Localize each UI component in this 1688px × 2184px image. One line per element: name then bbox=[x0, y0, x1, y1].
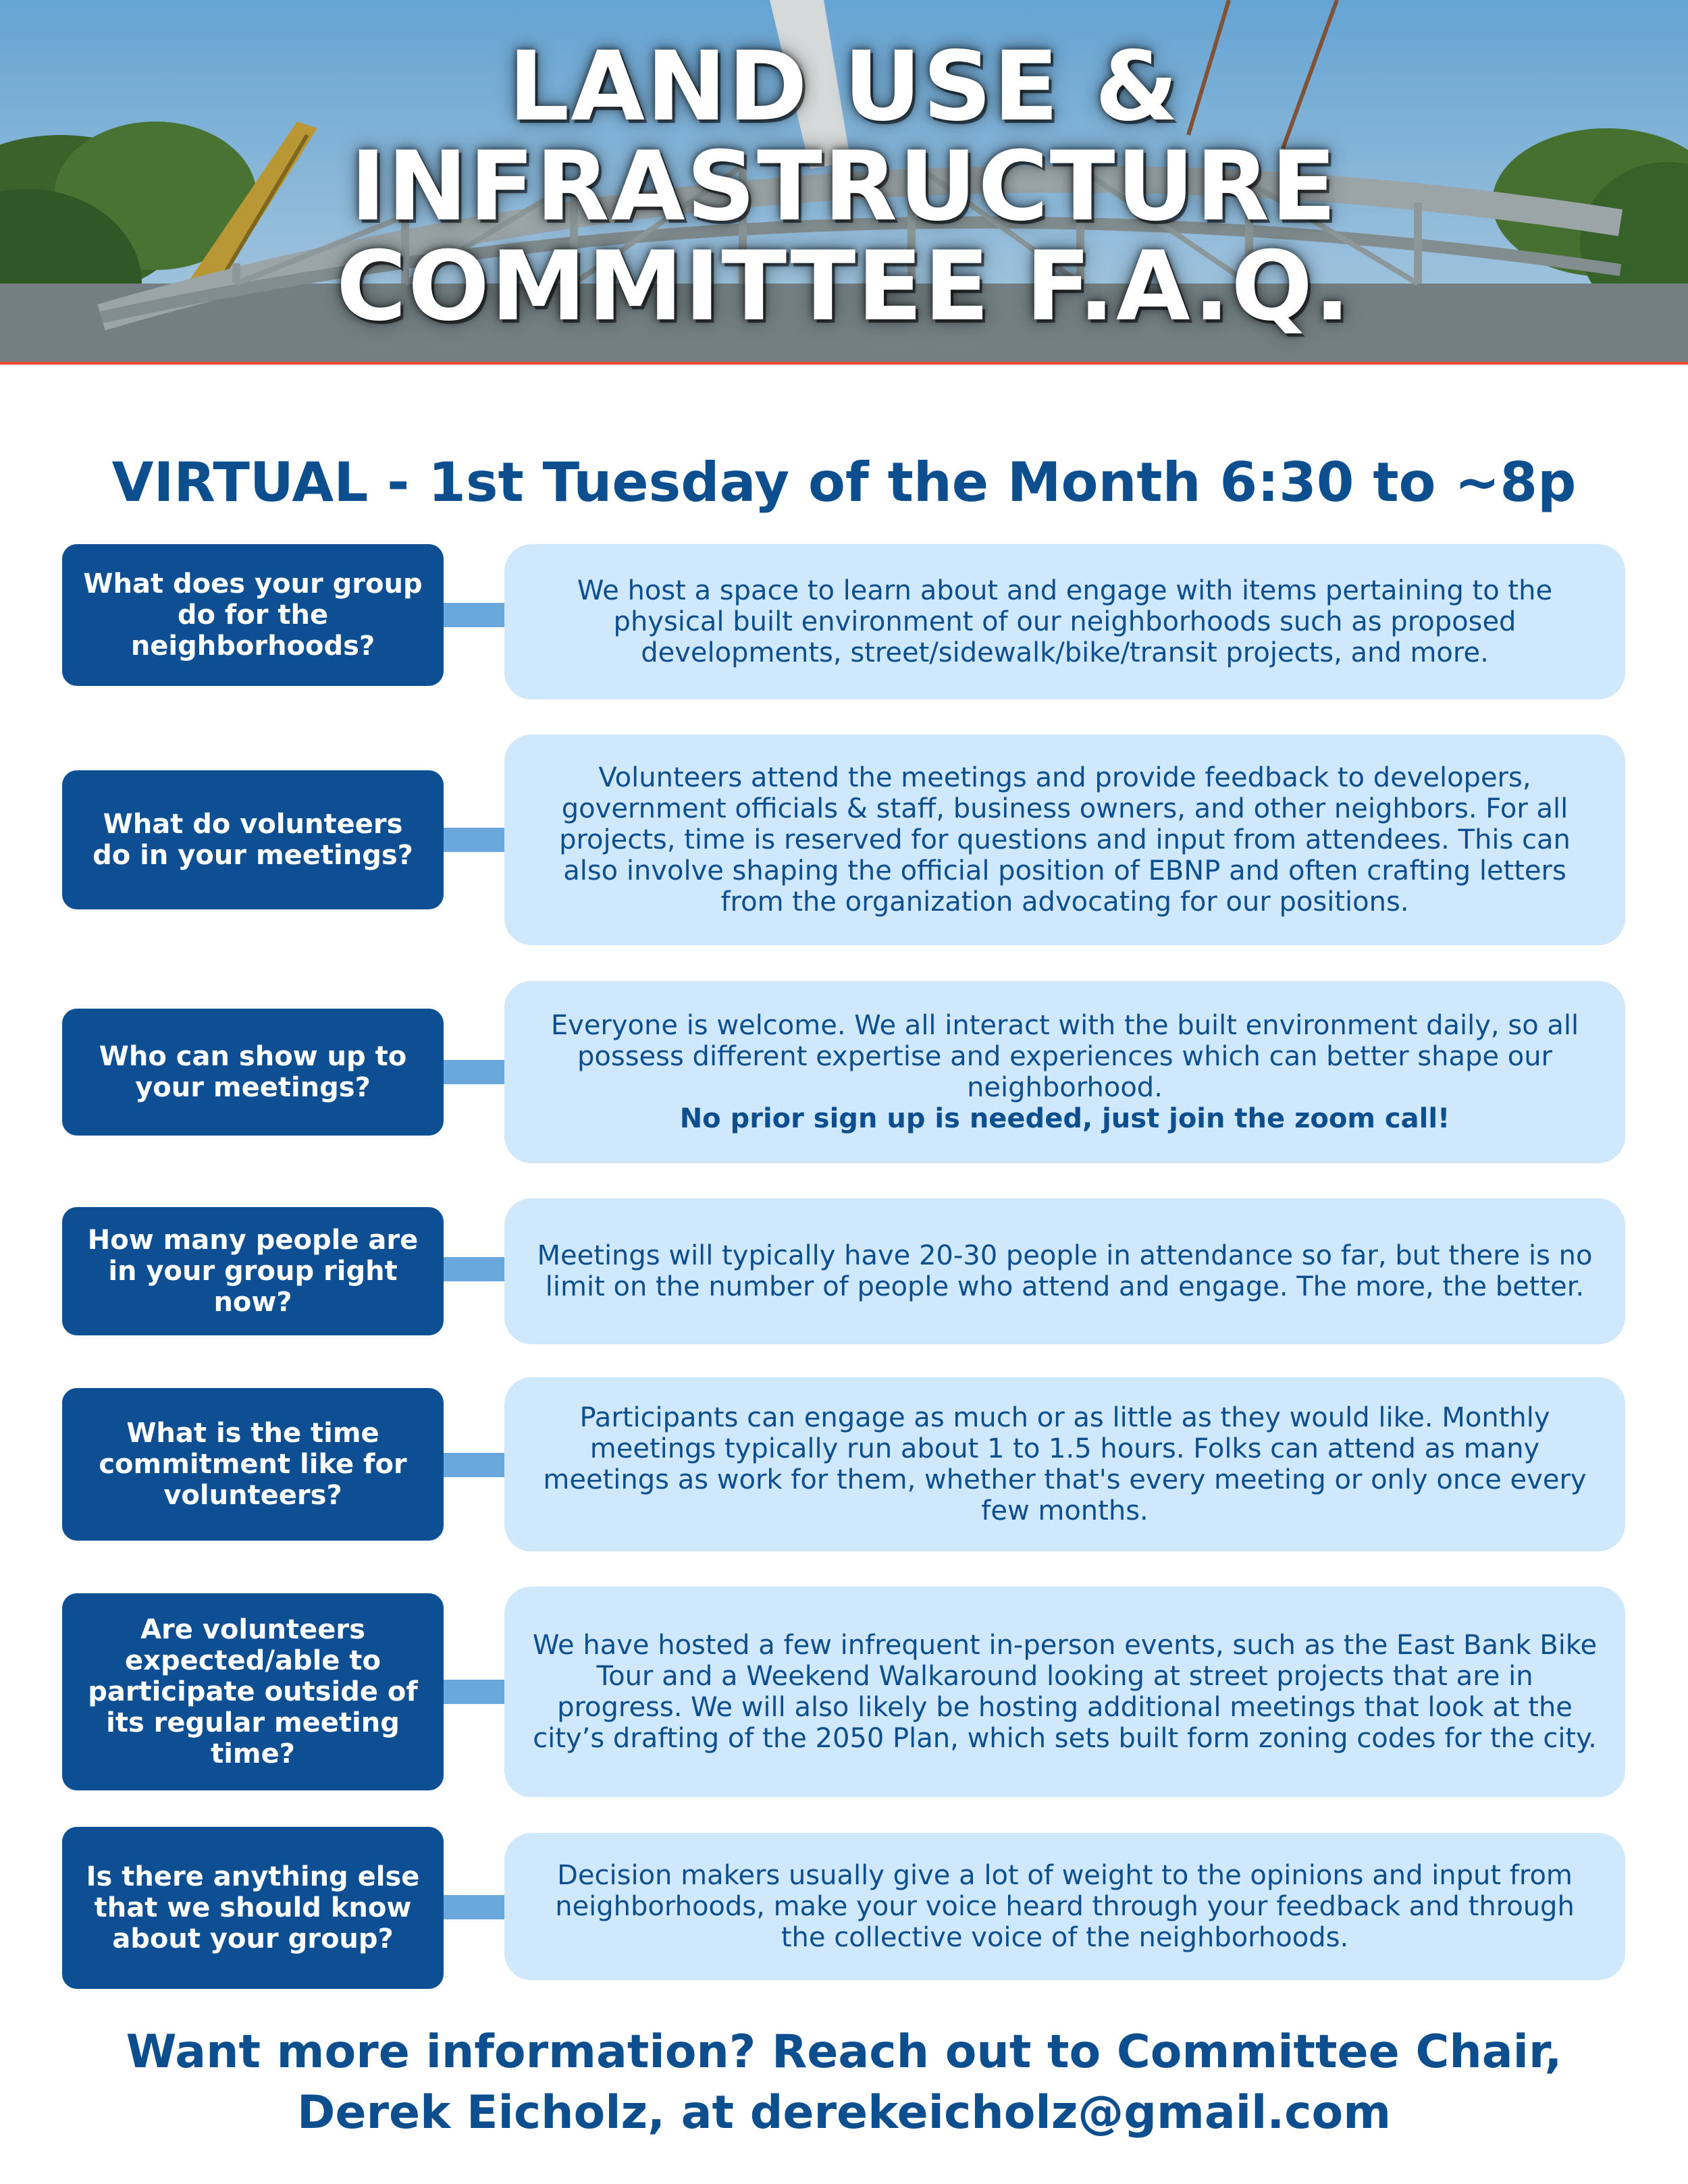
faq-answer bbox=[504, 735, 1625, 945]
answer-text: Participants can engage as much or as little as they would like. Monthly meetings typically run about 1 to 1.5 hours. Folks can attend as many meetings as work for them, whether that's every meeting or only once every few months. bbox=[543, 1402, 1587, 1526]
answer-text: Meetings will typically have 20-30 people in attendance so far, but there is no limit on the number of people who attend and engage. The more, the better. bbox=[537, 1240, 1593, 1302]
faq-connector bbox=[444, 1895, 504, 1919]
title-line: COMMITTEE F.A.Q. bbox=[336, 231, 1352, 342]
faq-question bbox=[62, 1009, 444, 1136]
rainbow-stripes bbox=[0, 362, 1688, 365]
answer-bold-text: No prior sign up is needed, just join the zoom call! bbox=[679, 1103, 1450, 1134]
faq-question bbox=[62, 1207, 444, 1335]
question-text: How many people are in your group right now? bbox=[87, 1225, 419, 1318]
faq-answer bbox=[504, 1198, 1625, 1344]
faq-question bbox=[62, 770, 444, 909]
color-stripe bbox=[0, 362, 1688, 365]
title-line: INFRASTRUCTURE bbox=[350, 131, 1338, 242]
header-banner bbox=[0, 0, 1688, 365]
faq-answer bbox=[504, 1377, 1625, 1551]
title-line: LAND USE & bbox=[508, 31, 1180, 142]
faq-connector bbox=[444, 1060, 504, 1084]
faq-connector bbox=[444, 1453, 504, 1477]
faq-question bbox=[62, 1827, 444, 1989]
faq-answer bbox=[504, 1833, 1625, 1980]
faq-question bbox=[62, 1593, 444, 1790]
question-text: What does your group do for the neighborhoods? bbox=[83, 568, 423, 662]
contact-info bbox=[0, 2022, 1688, 2143]
contact-line: Want more information? Reach out to Committee Chair, bbox=[126, 2025, 1562, 2079]
answer-text: Everyone is welcome. We all interact with the built environment daily, so all possess different expertise and experiences which can better shape our neighborhood. bbox=[550, 1010, 1579, 1103]
answer-text: Volunteers attend the meetings and provide feedback to developers, government officials & staff, business owners, and other neighbors. For all projects, time is reserved for questions and input from attendees. This can also involve shaping the official position of EBNP and often crafting letters from the organization advocating for our positions. bbox=[559, 762, 1571, 917]
faq-connector bbox=[444, 828, 504, 852]
faq-answer bbox=[504, 981, 1625, 1163]
answer-text: We host a space to learn about and engage with items pertaining to the physical built environment of our neighborhoods such as proposed developments, street/sidewalk/bike/transit projects, and more. bbox=[577, 575, 1553, 668]
faq-question bbox=[62, 1388, 444, 1541]
question-text: Who can show up to your meetings? bbox=[99, 1041, 407, 1103]
faq-connector bbox=[444, 603, 504, 627]
faq-answer bbox=[504, 1587, 1625, 1797]
question-text: Are volunteers expected/able to participate outside of its regular meeting time? bbox=[88, 1614, 418, 1769]
answer-text: Decision makers usually give a lot of weight to the opinions and input from neighborhoods, make your voice heard through your feedback and through the collective voice of the neighborhoods. bbox=[555, 1860, 1575, 1953]
question-text: What do volunteers do in your meetings? bbox=[93, 809, 413, 871]
faq-connector bbox=[444, 1257, 504, 1281]
meeting-schedule: VIRTUAL - 1st Tuesday of the Month 6:30 to ~8p bbox=[111, 451, 1577, 514]
faq-question bbox=[62, 544, 444, 686]
question-text: Is there anything else that we should know about your group? bbox=[86, 1861, 420, 1954]
question-text: What is the time commitment like for volunteers? bbox=[99, 1418, 407, 1511]
contact-email-line: Derek Eicholz, at derekeicholz@gmail.com bbox=[296, 2086, 1392, 2139]
faq-answer bbox=[504, 544, 1625, 699]
page-title bbox=[0, 31, 1688, 342]
faq-connector bbox=[444, 1680, 504, 1704]
answer-text: We have hosted a few infrequent in-person events, such as the East Bank Bike Tour and a Weekend Walkaround looking at street projects that are in progress. We will also likely be hosting additional meetings that look at the city’s drafting of the 2050 Plan, which sets built form zoning codes for the city. bbox=[532, 1630, 1598, 1754]
